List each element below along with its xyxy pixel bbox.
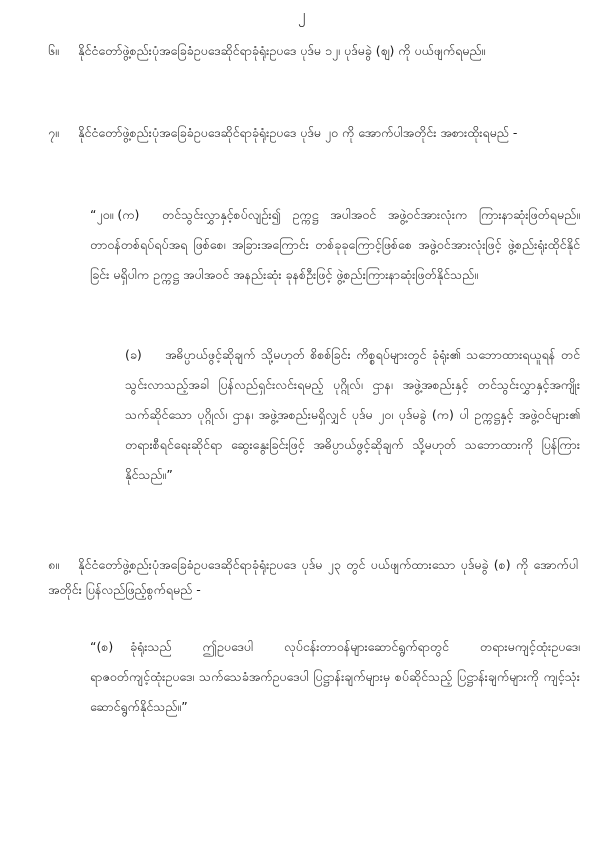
quote-label: “၂၀။ (က) (90, 207, 140, 222)
quote-20-kha (125, 340, 580, 490)
section-number: ၈။ (48, 557, 59, 572)
quote-text: ခုံရုံးသည် ဤဥပဒေပါ လုပ်ငန်းတာဝန်များဆောင်ရွက်ရာတွင် တရားမကျင့်ထုံးဥပဒေ၊ ရာဇဝတ်ကျင့်ထုံးဥပဒေ၊ သက်သေခံအက်ဥပဒေပါ ပြဋ္ဌာန်းချက်များမှ စပ်ဆိုင်သည့် ပြဋ္ဌာန်းချက်များကို ကျင့်သုံးဆောင်ရွက်နိုင်သည်။” (90, 639, 580, 714)
section-6 (48, 38, 578, 63)
section-number: ၆။ (48, 43, 59, 58)
section-text: နိုင်ငံတော်ဖွဲ့စည်းပုံအခြေခံဥပဒေဆိုင်ရာခုံရုံးဥပဒေ ပုဒ်မ ၁၂၊ ပုဒ်မခွဲ (ဈ) ကို ပယ်ဖျက်ရမည်။ (78, 43, 486, 58)
section-text: နိုင်ငံတော်ဖွဲ့စည်းပုံအခြေခံဥပဒေဆိုင်ရာခုံရုံးဥပဒေ ပုဒ်မ ၂၀ ကို အောက်ပါအတိုင်း အစားထိုးရမည် - (78, 125, 518, 140)
quote-label: (ခ) (125, 347, 142, 362)
page-number: ၂ (297, 6, 306, 24)
quote-text: တင်သွင်းလွှာနှင့်စပ်လျဉ်း၍ ဥက္ကဋ္ဌ အပါအဝင် အဖွဲ့ဝင်အားလုံးက ကြားနာဆုံးဖြတ်ရမည်။ တာဝန်တစ်ရပ်ရပ်အရ ဖြစ်စေ၊ အခြားအကြောင်း တစ်ခုခုကြောင့်ဖြစ်စေ အဖွဲ့ဝင်အားလုံးဖြင့် ဖွဲ့စည်းရုံးထိုင်နိုင်ခြင်း မရှိပါက ဥက္ကဋ္ဌ အပါအဝင် အနည်းဆုံး ခုနစ်ဦးဖြင့် ဖွဲ့စည်းကြားနာဆုံးဖြတ်နိုင်သည်။ (90, 207, 580, 282)
section-7 (48, 120, 578, 145)
quote-text: အဓိပ္ပာယ်ဖွင့်ဆိုချက် သို့မဟုတ် စိစစ်ခြင်း ကိစ္စရပ်များတွင် ခုံရုံး၏ သဘောထားရယူရန် တင်သွင်းလာသည့်အခါ ပြန်လည်ရှင်းလင်းရမည့် ပုဂ္ဂိုလ်၊ ဌာန၊ အဖွဲ့အစည်းနှင့် တင်သွင်းလွှာနှင့်အကျိုးသက်ဆိုင်သော ပုဂ္ဂိုလ်၊ ဌာန၊ အဖွဲ့အစည်းမရှိလျှင် ပုဒ်မ ၂၀၊ ပုဒ်မခွဲ (က) ပါ ဥက္ကဋ္ဌနှင့် အဖွဲ့ဝင်များ၏ တရားစီရင်ရေးဆိုင်ရာ ဆွေးနွေးခြင်းဖြင့် အဓိပ္ပာယ်ဖွင့်ဆိုချက် သို့မဟုတ် သဘောထားကို ပြန်ကြားနိုင်သည်။” (125, 347, 580, 482)
quote-20-ka (90, 200, 580, 290)
section-8 (48, 552, 578, 602)
quote-label: “(စ) (90, 639, 114, 654)
quote-23-sa (90, 632, 580, 722)
section-number: ၇။ (48, 125, 59, 140)
section-text: နိုင်ငံတော်ဖွဲ့စည်းပုံအခြေခံဥပဒေဆိုင်ရာခုံရုံးဥပဒေ ပုဒ်မ ၂၃ တွင် ပယ်ဖျက်ထားသော ပုဒ်မခွဲ (စ) ကို အောက်ပါအတိုင်း ပြန်လည်ဖြည့်စွက်ရမည် - (48, 557, 578, 597)
